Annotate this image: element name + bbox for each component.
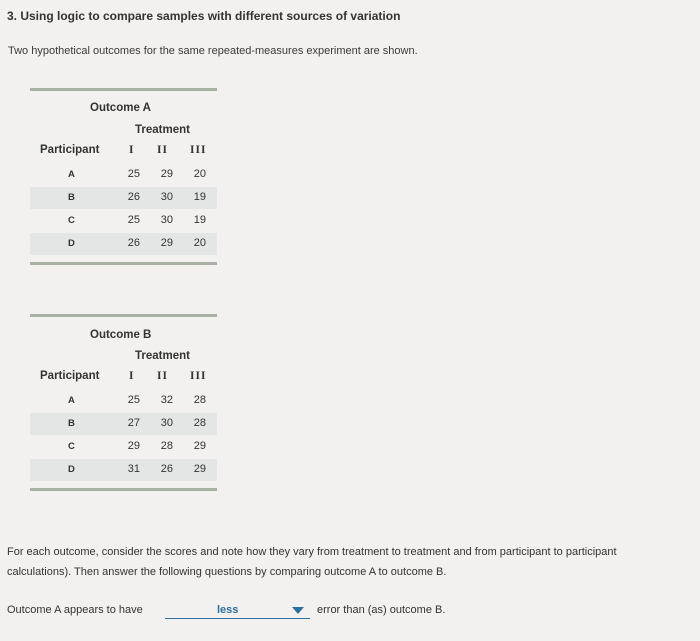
table-row — [30, 233, 217, 255]
participant-id: D — [68, 464, 75, 475]
score-cell: 30 — [160, 417, 173, 429]
participant-id: C — [68, 215, 75, 226]
participant-label: Participant — [40, 144, 100, 156]
instructions-line-2: calculations). Then answer the following questions by comparing outcome A to outcome B. — [7, 566, 447, 578]
score-cell: 26 — [160, 463, 173, 475]
outcome-a-title: Outcome A — [90, 102, 151, 114]
score-cell: 29 — [160, 168, 173, 180]
score-cell: 31 — [127, 463, 140, 475]
score-cell: 29 — [160, 237, 173, 249]
instructions-line-1: For each outcome, consider the scores and note how they vary from treatment to treatment and from participant to participant — [7, 546, 617, 558]
answer-dropdown[interactable] — [165, 603, 310, 619]
table-row — [30, 390, 217, 412]
header-row — [30, 144, 217, 162]
question-prefix: Outcome A appears to have — [7, 604, 143, 616]
score-cell: 25 — [127, 168, 140, 180]
table-row — [30, 187, 217, 209]
table-row — [30, 436, 217, 458]
score-cell: 28 — [160, 440, 173, 452]
table-row — [30, 459, 217, 481]
bottom-rule — [30, 488, 217, 491]
caret-down-icon[interactable] — [292, 607, 304, 614]
question-suffix: error than (as) outcome B. — [317, 604, 446, 616]
table-row — [30, 210, 217, 232]
treatment-col-1: I — [129, 144, 135, 156]
score-cell: 19 — [193, 214, 206, 226]
top-rule — [30, 314, 217, 317]
score-cell: 29 — [193, 463, 206, 475]
score-cell: 30 — [160, 214, 173, 226]
participant-id: D — [68, 238, 75, 249]
participant-id: B — [68, 192, 75, 203]
score-cell: 28 — [193, 394, 206, 406]
treatment-col-3: III — [190, 144, 207, 156]
treatment-col-3: III — [190, 370, 207, 382]
dropdown-selected-value: less — [217, 604, 239, 616]
score-cell: 25 — [127, 394, 140, 406]
intro-text: Two hypothetical outcomes for the same repeated-measures experiment are shown. — [8, 45, 418, 57]
participant-id: A — [68, 395, 75, 406]
participant-label: Participant — [40, 370, 100, 382]
treatment-col-1: I — [129, 370, 135, 382]
header-row — [30, 370, 217, 388]
score-cell: 27 — [127, 417, 140, 429]
score-cell: 20 — [193, 168, 206, 180]
score-cell: 20 — [193, 237, 206, 249]
score-cell: 28 — [193, 417, 206, 429]
treatment-col-2: II — [157, 370, 168, 382]
outcome-b-title: Outcome B — [90, 329, 152, 341]
treatment-label: Treatment — [135, 124, 190, 136]
participant-id: B — [68, 418, 75, 429]
score-cell: 32 — [160, 394, 173, 406]
question-heading: 3. Using logic to compare samples with different sources of variation — [7, 9, 401, 23]
table-row — [30, 164, 217, 186]
participant-id: C — [68, 441, 75, 452]
score-cell: 19 — [193, 191, 206, 203]
score-cell: 25 — [127, 214, 140, 226]
score-cell: 26 — [127, 191, 140, 203]
table-row — [30, 413, 217, 435]
bottom-rule — [30, 262, 217, 265]
instructions-text — [7, 542, 700, 582]
score-cell: 30 — [160, 191, 173, 203]
treatment-label: Treatment — [135, 350, 190, 362]
score-cell: 29 — [127, 440, 140, 452]
participant-id: A — [68, 169, 75, 180]
treatment-col-2: II — [157, 144, 168, 156]
score-cell: 26 — [127, 237, 140, 249]
top-rule — [30, 88, 217, 91]
score-cell: 29 — [193, 440, 206, 452]
